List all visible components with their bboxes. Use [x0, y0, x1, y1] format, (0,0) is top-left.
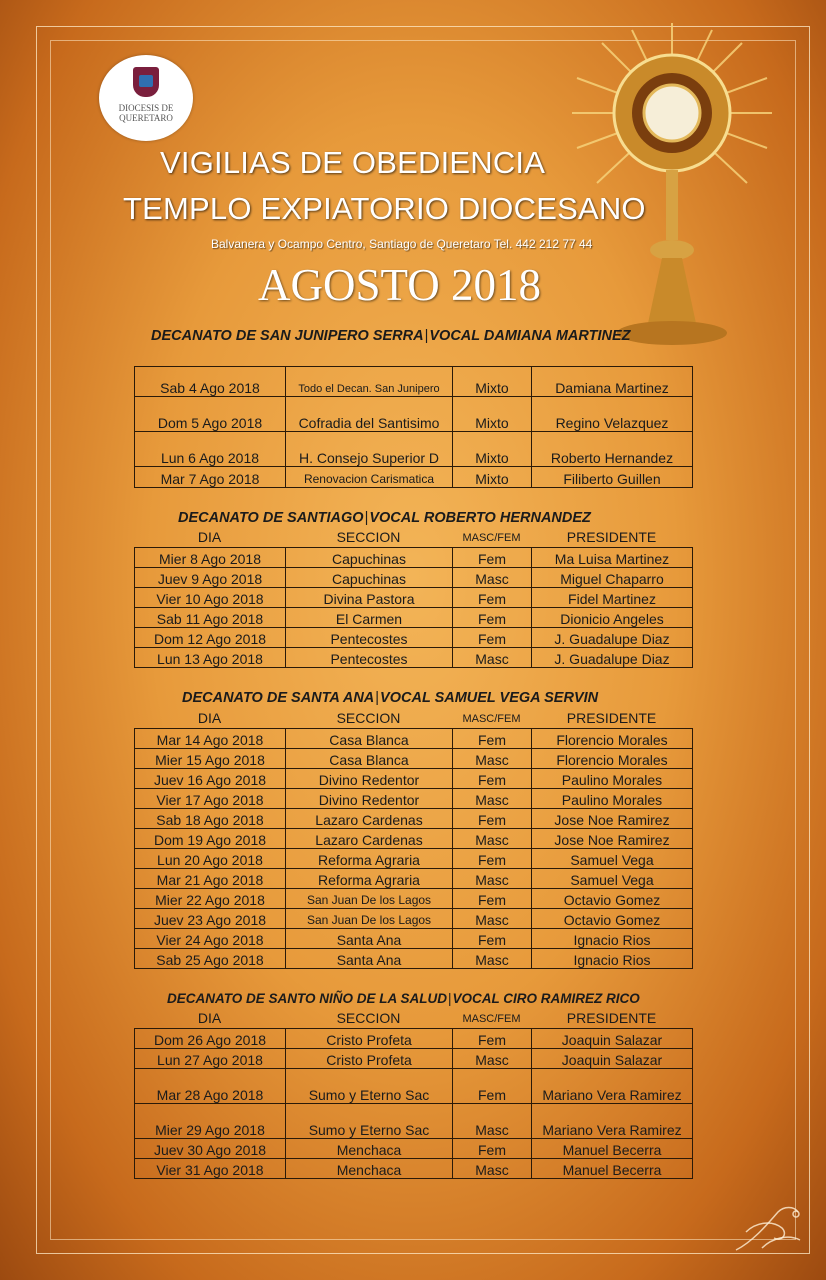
logo-text-line1: DIOCESIS DE [118, 103, 174, 113]
schedule-table-4 [134, 1028, 693, 1179]
table-row: Sab 11 Ago 2018 El Carmen Fem Dionicio Angeles [135, 608, 693, 628]
col-mascfem: MASC/FEM [462, 1013, 521, 1025]
column-headers-3 [134, 710, 692, 726]
table-row: Mier 15 Ago 2018 Casa Blanca Masc Florencio Morales [135, 749, 693, 769]
table-row: Dom 19 Ago 2018 Lazaro Cardenas Masc Jose Noe Ramirez [135, 829, 693, 849]
table-row: Mier 29 Ago 2018 Sumo y Eterno Sac Masc Mariano Vera Ramirez [135, 1104, 693, 1139]
col-mascfem: MASC/FEM [462, 713, 521, 725]
table-row: Lun 13 Ago 2018 Pentecostes Masc J. Guadalupe Diaz [135, 648, 693, 668]
col-seccion: SECCION [336, 1010, 401, 1026]
col-dia: DIA [197, 710, 222, 726]
table-row: Mar 21 Ago 2018 Reforma Agraria Masc Samuel Vega [135, 869, 693, 889]
table-row: Mier 22 Ago 2018 San Juan De los Lagos Fem Octavio Gomez [135, 889, 693, 909]
col-presidente: PRESIDENTE [566, 529, 657, 545]
title-line-2: TEMPLO EXPIATORIO DIOCESANO [123, 191, 646, 226]
table-row: Vier 24 Ago 2018 Santa Ana Fem Ignacio Rios [135, 929, 693, 949]
table-row: Sab 25 Ago 2018 Santa Ana Masc Ignacio Rios [135, 949, 693, 969]
shield-icon [133, 67, 159, 97]
logo-text-line2: QUERETARO [119, 113, 173, 123]
schedule-table-3 [134, 728, 693, 969]
col-seccion: SECCION [336, 529, 401, 545]
month-heading: AGOSTO 2018 [258, 260, 541, 310]
col-dia: DIA [197, 1010, 222, 1026]
table-row: Lun 20 Ago 2018 Reforma Agraria Fem Samuel Vega [135, 849, 693, 869]
address: Balvanera y Ocampo Centro, Santiago de Queretaro Tel. 442 212 77 44 [211, 237, 593, 251]
table-row: Lun 6 Ago 2018 H. Consejo Superior D Mixto Roberto Hernandez [135, 432, 693, 467]
corner-ornament-icon [732, 1202, 804, 1254]
col-presidente: PRESIDENTE [566, 710, 657, 726]
table-row: Mar 7 Ago 2018 Renovacion Carismatica Mixto Filiberto Guillen [135, 467, 693, 488]
decanato-name: DECANATO DE SANTA ANA [182, 690, 375, 706]
section-1-title: DECANATO DE SAN JUNIPERO SERRA|VOCAL DAMIANA MARTINEZ [151, 328, 631, 344]
col-dia: DIA [197, 529, 222, 545]
table-row: Mier 8 Ago 2018 Capuchinas Fem Ma Luisa Martinez [135, 548, 693, 568]
table-row: Juev 23 Ago 2018 San Juan De los Lagos Masc Octavio Gomez [135, 909, 693, 929]
schedule-table-1 [134, 366, 693, 488]
decanato-name: DECANATO DE SANTO NIÑO DE LA SALUD [167, 991, 448, 1006]
diocese-logo [99, 55, 193, 141]
table-row: Juev 9 Ago 2018 Capuchinas Masc Miguel Chaparro [135, 568, 693, 588]
col-presidente: PRESIDENTE [566, 1010, 657, 1026]
section-2-title: DECANATO DE SANTIAGO|VOCAL ROBERTO HERNANDEZ [178, 510, 591, 526]
table-row: Lun 27 Ago 2018 Cristo Profeta Masc Joaquin Salazar [135, 1049, 693, 1069]
table-row: Mar 28 Ago 2018 Sumo y Eterno Sac Fem Mariano Vera Ramirez [135, 1069, 693, 1104]
col-seccion: SECCION [336, 710, 401, 726]
decanato-name: DECANATO DE SAN JUNIPERO SERRA [151, 328, 424, 344]
vocal-name: VOCAL SAMUEL VEGA SERVIN [380, 690, 599, 706]
table-row: Mar 14 Ago 2018 Casa Blanca Fem Florencio Morales [135, 729, 693, 749]
table-row: Sab 18 Ago 2018 Lazaro Cardenas Fem Jose Noe Ramirez [135, 809, 693, 829]
column-headers-2 [134, 529, 692, 545]
table-row: Vier 17 Ago 2018 Divino Redentor Masc Paulino Morales [135, 789, 693, 809]
table-row: Dom 26 Ago 2018 Cristo Profeta Fem Joaquin Salazar [135, 1029, 693, 1049]
table-row: Juev 16 Ago 2018 Divino Redentor Fem Paulino Morales [135, 769, 693, 789]
table-row: Sab 4 Ago 2018 Todo el Decan. San Junipero Mixto Damiana Martinez [135, 367, 693, 397]
schedule-table-2 [134, 547, 693, 668]
table-row: Juev 30 Ago 2018 Menchaca Fem Manuel Becerra [135, 1139, 693, 1159]
vocal-name: VOCAL CIRO RAMIREZ RICO [452, 991, 640, 1006]
vocal-name: VOCAL DAMIANA MARTINEZ [429, 328, 631, 344]
vocal-name: VOCAL ROBERTO HERNANDEZ [369, 510, 591, 526]
monstrance-icon [562, 18, 782, 358]
column-headers-4 [134, 1010, 692, 1026]
table-row: Dom 12 Ago 2018 Pentecostes Fem J. Guadalupe Diaz [135, 628, 693, 648]
title-line-1: VIGILIAS DE OBEDIENCIA [160, 145, 546, 180]
col-mascfem: MASC/FEM [462, 532, 521, 544]
decanato-name: DECANATO DE SANTIAGO [178, 510, 364, 526]
section-3-title: DECANATO DE SANTA ANA|VOCAL SAMUEL VEGA SERVIN [182, 690, 599, 706]
table-row: Dom 5 Ago 2018 Cofradia del Santisimo Mixto Regino Velazquez [135, 397, 693, 432]
section-4-title: DECANATO DE SANTO NIÑO DE LA SALUD|VOCAL CIRO RAMIREZ RICO [167, 991, 640, 1006]
table-row: Vier 10 Ago 2018 Divina Pastora Fem Fidel Martinez [135, 588, 693, 608]
table-row: Vier 31 Ago 2018 Menchaca Masc Manuel Becerra [135, 1159, 693, 1179]
